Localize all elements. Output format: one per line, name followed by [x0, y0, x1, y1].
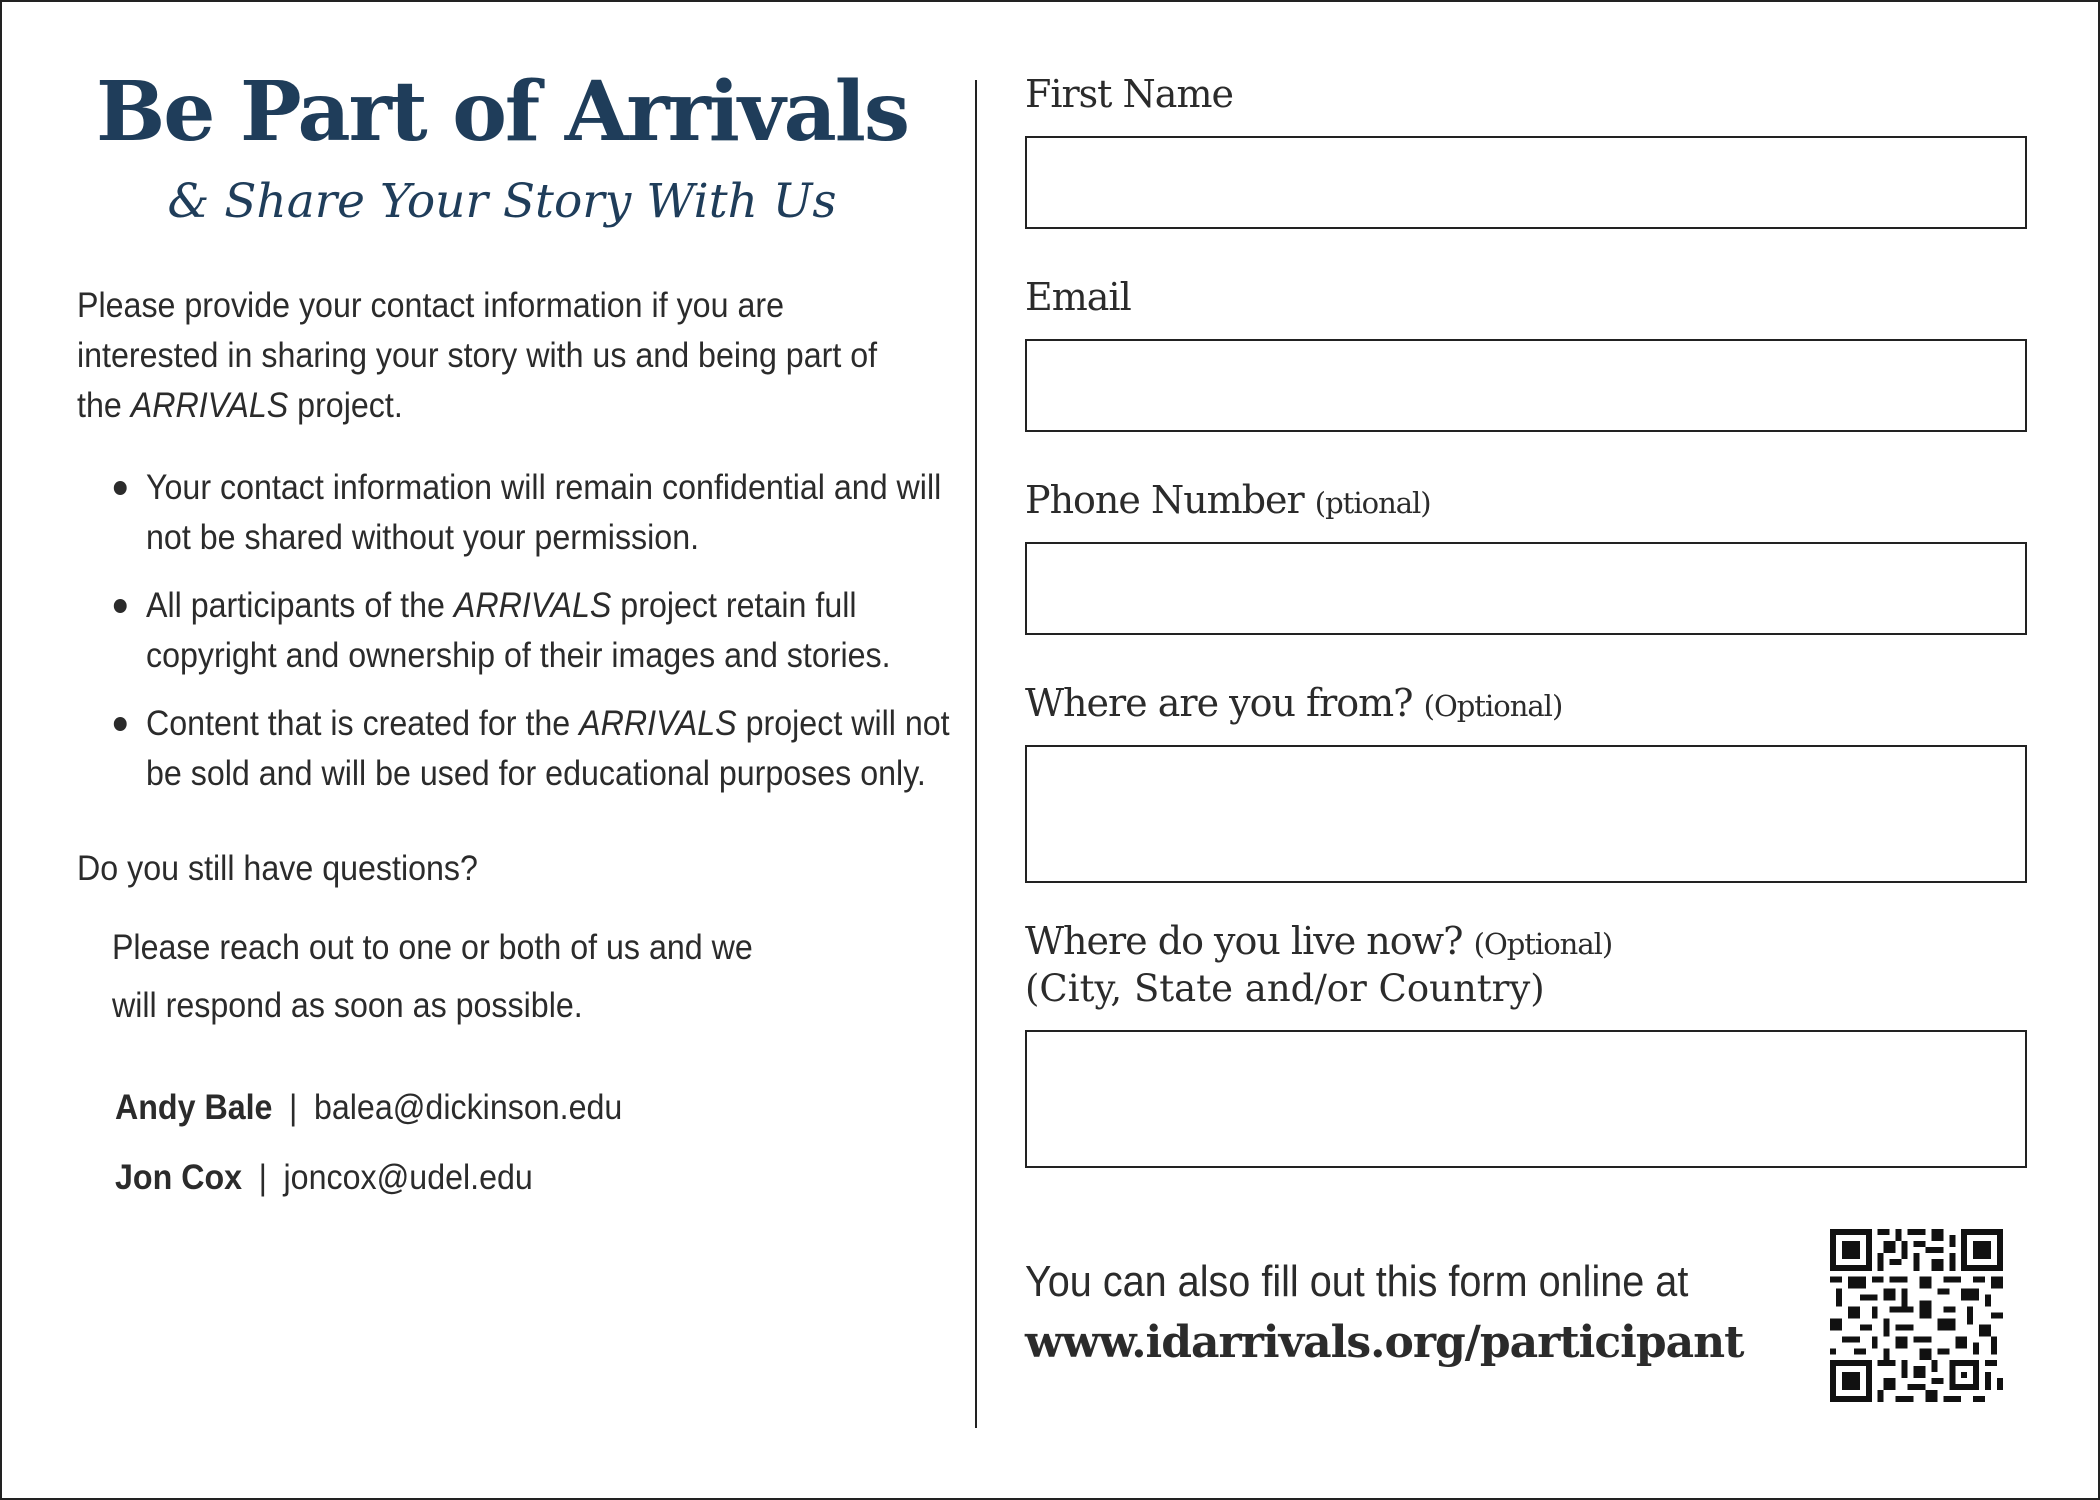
- intro-project-name: ARRIVALS: [130, 386, 289, 425]
- first-name-field[interactable]: [1025, 136, 2027, 229]
- bullet-dot-icon: [114, 599, 127, 613]
- origin-field[interactable]: [1025, 745, 2027, 883]
- contact-row: [115, 1143, 853, 1213]
- contact-form: [1025, 72, 2027, 1168]
- residence-label-text: Where do you live now?: [1025, 919, 1463, 963]
- origin-group: [1025, 681, 2027, 883]
- phone-field[interactable]: [1025, 542, 2027, 635]
- questions-heading: Do you still have questions?: [77, 849, 478, 888]
- first-name-label-text: First Name: [1025, 72, 1233, 116]
- residence-label: [1025, 919, 2027, 963]
- first-name-group: [1025, 72, 2027, 229]
- policy-text-after: project retain full copyright and ownership of their images and stories.: [146, 586, 891, 675]
- online-form-note: [1025, 1257, 1785, 1368]
- contact-name: Andy Bale: [115, 1088, 273, 1127]
- origin-label-text: Where are you from?: [1025, 681, 1413, 725]
- policy-item-copyright: [77, 581, 983, 681]
- email-label-text: Email: [1025, 275, 1131, 319]
- phone-group: [1025, 478, 2027, 635]
- vertical-divider: [975, 80, 977, 1428]
- intro-text-after: project.: [288, 386, 403, 425]
- policy-text-after: project will not be sold and will be used for educational purposes only.: [146, 704, 950, 793]
- policy-project-name: ARRIVALS: [453, 586, 612, 625]
- intro-paragraph: [77, 281, 914, 431]
- contact-separator: |: [289, 1088, 298, 1127]
- contact-separator: |: [258, 1158, 267, 1197]
- intro-text-before: Please provide your contact information if you are interested in sharing your story with us and being part of the: [77, 286, 878, 425]
- online-form-text: You can also fill out this form online at: [1025, 1257, 1689, 1306]
- policy-text: Content that is created for the: [146, 704, 580, 743]
- policy-list: [77, 463, 950, 799]
- policy-text: Your contact information will remain confidential and will not be shared without your permission.: [146, 468, 942, 557]
- phone-optional-note: (ptional): [1314, 486, 1431, 520]
- origin-optional-note: (Optional): [1423, 689, 1563, 723]
- policy-item-confidential: [77, 463, 983, 563]
- contact-row: [115, 1073, 853, 1143]
- residence-optional-note: (Optional): [1473, 927, 1613, 961]
- reach-out-text: Please reach out to one or both of us and we will respond as soon as possible.: [111, 928, 753, 1025]
- email-label: [1025, 275, 2027, 319]
- phone-label-text: Phone Number: [1025, 478, 1304, 522]
- page-title: Be Part of Arrivals: [95, 64, 909, 160]
- contact-name: Jon Cox: [115, 1158, 243, 1197]
- contact-list: [77, 1073, 917, 1213]
- contact-email-link[interactable]: joncox@udel.edu: [283, 1158, 533, 1197]
- bullet-dot-icon: [114, 481, 127, 495]
- contact-email-link[interactable]: balea@dickinson.edu: [313, 1088, 623, 1127]
- online-form-link[interactable]: www.idarrivals.org/participant: [1025, 1317, 1744, 1368]
- residence-field[interactable]: [1025, 1030, 2027, 1168]
- info-panel: [77, 62, 950, 1213]
- first-name-label: [1025, 72, 2027, 116]
- policy-item-educational: [77, 699, 983, 799]
- qr-code-icon[interactable]: [1830, 1229, 2003, 1402]
- policy-text: All participants of the: [146, 586, 454, 625]
- page-subtitle: & Share Your Story With Us: [167, 174, 837, 229]
- origin-label: [1025, 681, 2027, 725]
- residence-hint: (City, State and/or Country): [1025, 967, 1545, 1010]
- email-group: [1025, 275, 2027, 432]
- phone-label: [1025, 478, 2027, 522]
- residence-group: [1025, 919, 2027, 1168]
- bullet-dot-icon: [114, 717, 127, 731]
- email-field[interactable]: [1025, 339, 2027, 432]
- policy-project-name: ARRIVALS: [579, 704, 737, 743]
